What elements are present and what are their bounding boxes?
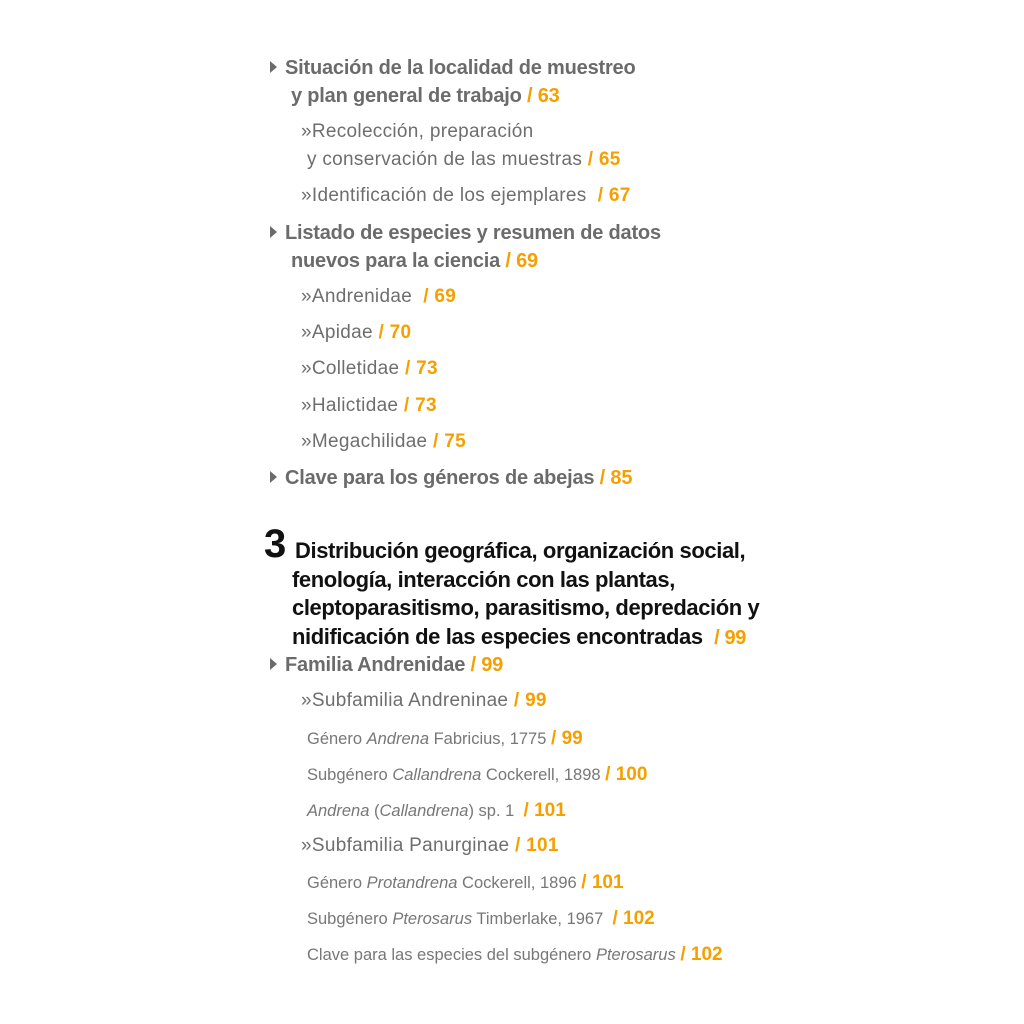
entry-text: Situación de la localidad de muestreo <box>285 57 636 79</box>
toc-entry-subfamilia-andreninae[interactable] <box>301 687 547 715</box>
entry-text: Género <box>307 730 367 748</box>
triangle-bullet-icon <box>270 471 277 483</box>
page-number: / 99 <box>551 728 583 749</box>
page-number: / 102 <box>612 908 655 929</box>
toc-entry-genero-andrena[interactable] <box>307 725 583 753</box>
triangle-bullet-icon <box>270 226 277 238</box>
toc-entry-subgenero-pterosarus[interactable] <box>307 905 655 933</box>
entry-text: »Identificación de los ejemplares <box>301 185 587 206</box>
taxon-name: Pterosarus <box>392 910 473 928</box>
toc-entry-familia-andrenidae[interactable] <box>270 651 503 679</box>
toc-entry-clave-generos[interactable] <box>270 464 632 492</box>
entry-text: Listado de especies y resumen de datos <box>285 222 661 244</box>
page-number: / 75 <box>433 431 466 452</box>
chapter-number: 3 <box>264 522 287 566</box>
entry-text: nuevos para la ciencia <box>291 250 501 272</box>
entry-text: Subgénero <box>307 910 393 928</box>
toc-entry-situacion[interactable] <box>270 54 635 110</box>
page-number: / 99 <box>470 654 504 676</box>
page-number: / 69 <box>505 250 538 272</box>
page-number: / 73 <box>403 395 437 416</box>
page-number: / 65 <box>587 149 621 170</box>
chapter-title-line: nidificación de las especies encontradas <box>292 623 703 649</box>
entry-text: Cockerell, 1898 <box>481 766 601 784</box>
entry-text: »Subfamilia Panurginae <box>301 835 510 856</box>
triangle-bullet-icon <box>270 61 277 73</box>
entry-text: Subgénero <box>307 766 393 784</box>
entry-text: »Andrenidae <box>301 286 413 307</box>
toc-entry-genero-protandrena[interactable] <box>307 869 624 897</box>
page-number: / 101 <box>523 800 566 821</box>
page-number: / 70 <box>378 322 412 343</box>
taxon-name: Pterosarus <box>595 946 676 964</box>
taxon-name: Protandrena <box>366 874 458 892</box>
page-number: / 67 <box>597 185 631 206</box>
chapter-title-line: Distribución geográfica, organización social, <box>295 538 746 563</box>
entry-text: »Halictidae <box>301 395 399 416</box>
page-number: / 63 <box>527 85 560 107</box>
chapter-title-line: cleptoparasitismo, parasitismo, depredación y <box>292 595 760 620</box>
entry-text: »Apidae <box>301 322 373 343</box>
toc-entry-halictidae[interactable] <box>301 392 437 420</box>
toc-entry-colletidae[interactable] <box>301 355 438 383</box>
page-number: / 73 <box>404 358 438 379</box>
entry-text: »Megachilidae <box>301 431 428 452</box>
entry-text: ( <box>369 802 380 820</box>
entry-text: Clave para las especies del subgénero <box>307 946 596 964</box>
toc-entry-clave-pterosarus[interactable] <box>307 941 723 969</box>
page-number: / 85 <box>599 467 633 489</box>
entry-text: »Subfamilia Andreninae <box>301 690 509 711</box>
page-number: / 99 <box>513 690 547 711</box>
entry-text: ) sp. 1 <box>468 802 515 820</box>
triangle-bullet-icon <box>270 658 277 670</box>
toc-chapter-3[interactable] <box>292 537 759 652</box>
toc-entry-subfamilia-panurginae[interactable] <box>301 832 559 860</box>
taxon-name: Andrena <box>366 730 430 748</box>
taxon-name: Callandrena <box>392 766 482 784</box>
toc-entry-recoleccion[interactable] <box>301 118 621 174</box>
toc-entry-identificacion[interactable] <box>301 182 631 210</box>
page-number: / 99 <box>714 626 746 649</box>
entry-text: Familia Andrenidae <box>285 654 466 676</box>
entry-text: »Recolección, preparación <box>301 121 534 142</box>
entry-text: Género <box>307 874 367 892</box>
entry-text: Cockerell, 1896 <box>457 874 577 892</box>
page-number: / 101 <box>581 872 624 893</box>
entry-text: Clave para los géneros de abejas <box>285 467 595 489</box>
page-number: / 69 <box>423 286 457 307</box>
toc-entry-subgenero-callandrena[interactable] <box>307 761 647 789</box>
entry-text: »Colletidae <box>301 358 400 379</box>
entry-text: y conservación de las muestras <box>307 149 583 170</box>
toc-entry-andrena-callandrena-sp1[interactable] <box>307 797 566 825</box>
entry-text: Timberlake, 1967 <box>472 910 604 928</box>
taxon-name: Callandrena <box>379 802 469 820</box>
chapter-title-line: fenología, interacción con las plantas, <box>292 566 675 592</box>
toc-entry-listado[interactable] <box>270 219 661 275</box>
page-number: / 101 <box>514 835 559 856</box>
toc-entry-megachilidae[interactable] <box>301 428 466 456</box>
toc-entry-andrenidae[interactable] <box>301 283 456 311</box>
toc-entry-apidae[interactable] <box>301 319 411 347</box>
page-number: / 102 <box>680 944 723 965</box>
taxon-name: Andrena <box>307 802 370 820</box>
page-number: / 100 <box>605 764 648 785</box>
entry-text: Fabricius, 1775 <box>429 730 547 748</box>
entry-text: y plan general de trabajo <box>291 85 522 107</box>
